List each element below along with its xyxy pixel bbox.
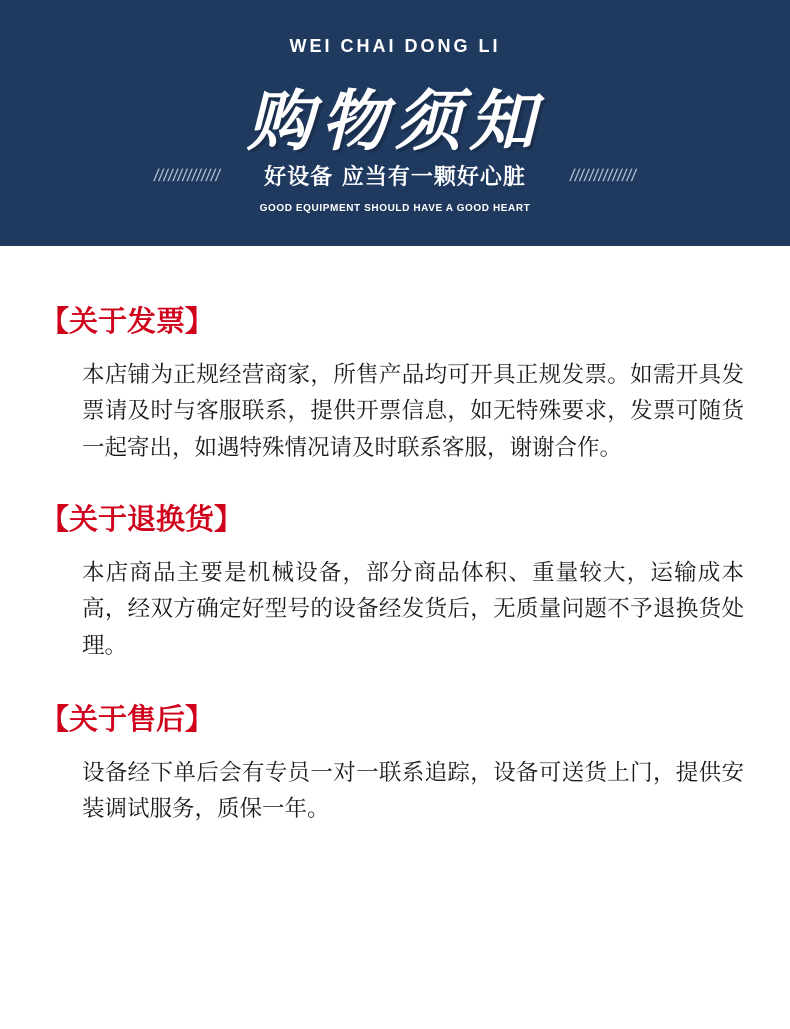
- section-returns: [40, 502, 750, 664]
- section-invoice-body: 本店铺为正规经营商家，所售产品均可开具正规发票。如需开具发票请及时与客服联系，提供开票信息，如无特殊要求，发票可随货一起寄出，如遇特殊情况请及时联系客服，谢谢合作。: [82, 361, 744, 461]
- section-after-sales-body: 设备经下单后会有专员一对一联系追踪，设备可送货上门，提供安装调试服务，质保一年。: [82, 760, 744, 823]
- slogan-english: GOOD EQUIPMENT SHOULD HAVE A GOOD HEART: [259, 203, 531, 214]
- section-after-sales-title: 【关于售后】: [40, 702, 215, 737]
- header-banner: [0, 0, 790, 246]
- section-returns-title: 【关于退换货】: [40, 502, 244, 537]
- slogan-text: 好设备 应当有一颗好心脏: [264, 165, 526, 190]
- notice-content: [0, 304, 790, 828]
- page-title: 购物须知: [247, 83, 543, 160]
- brand-pinyin: WEI CHAI DONG LI: [289, 36, 501, 56]
- slogan-row: [0, 160, 790, 191]
- section-returns-body: 本店商品主要是机械设备，部分商品体积、重量较大，运输成本高，经双方确定好型号的设备经发货后，无质量问题不予退换货处理。: [82, 559, 744, 659]
- section-after-sales: [40, 702, 750, 828]
- section-invoice-title: 【关于发票】: [40, 304, 215, 338]
- hatch-left-decoration: //////////////: [152, 165, 222, 185]
- hatch-right-decoration: //////////////: [568, 165, 638, 185]
- section-invoice: [40, 304, 750, 466]
